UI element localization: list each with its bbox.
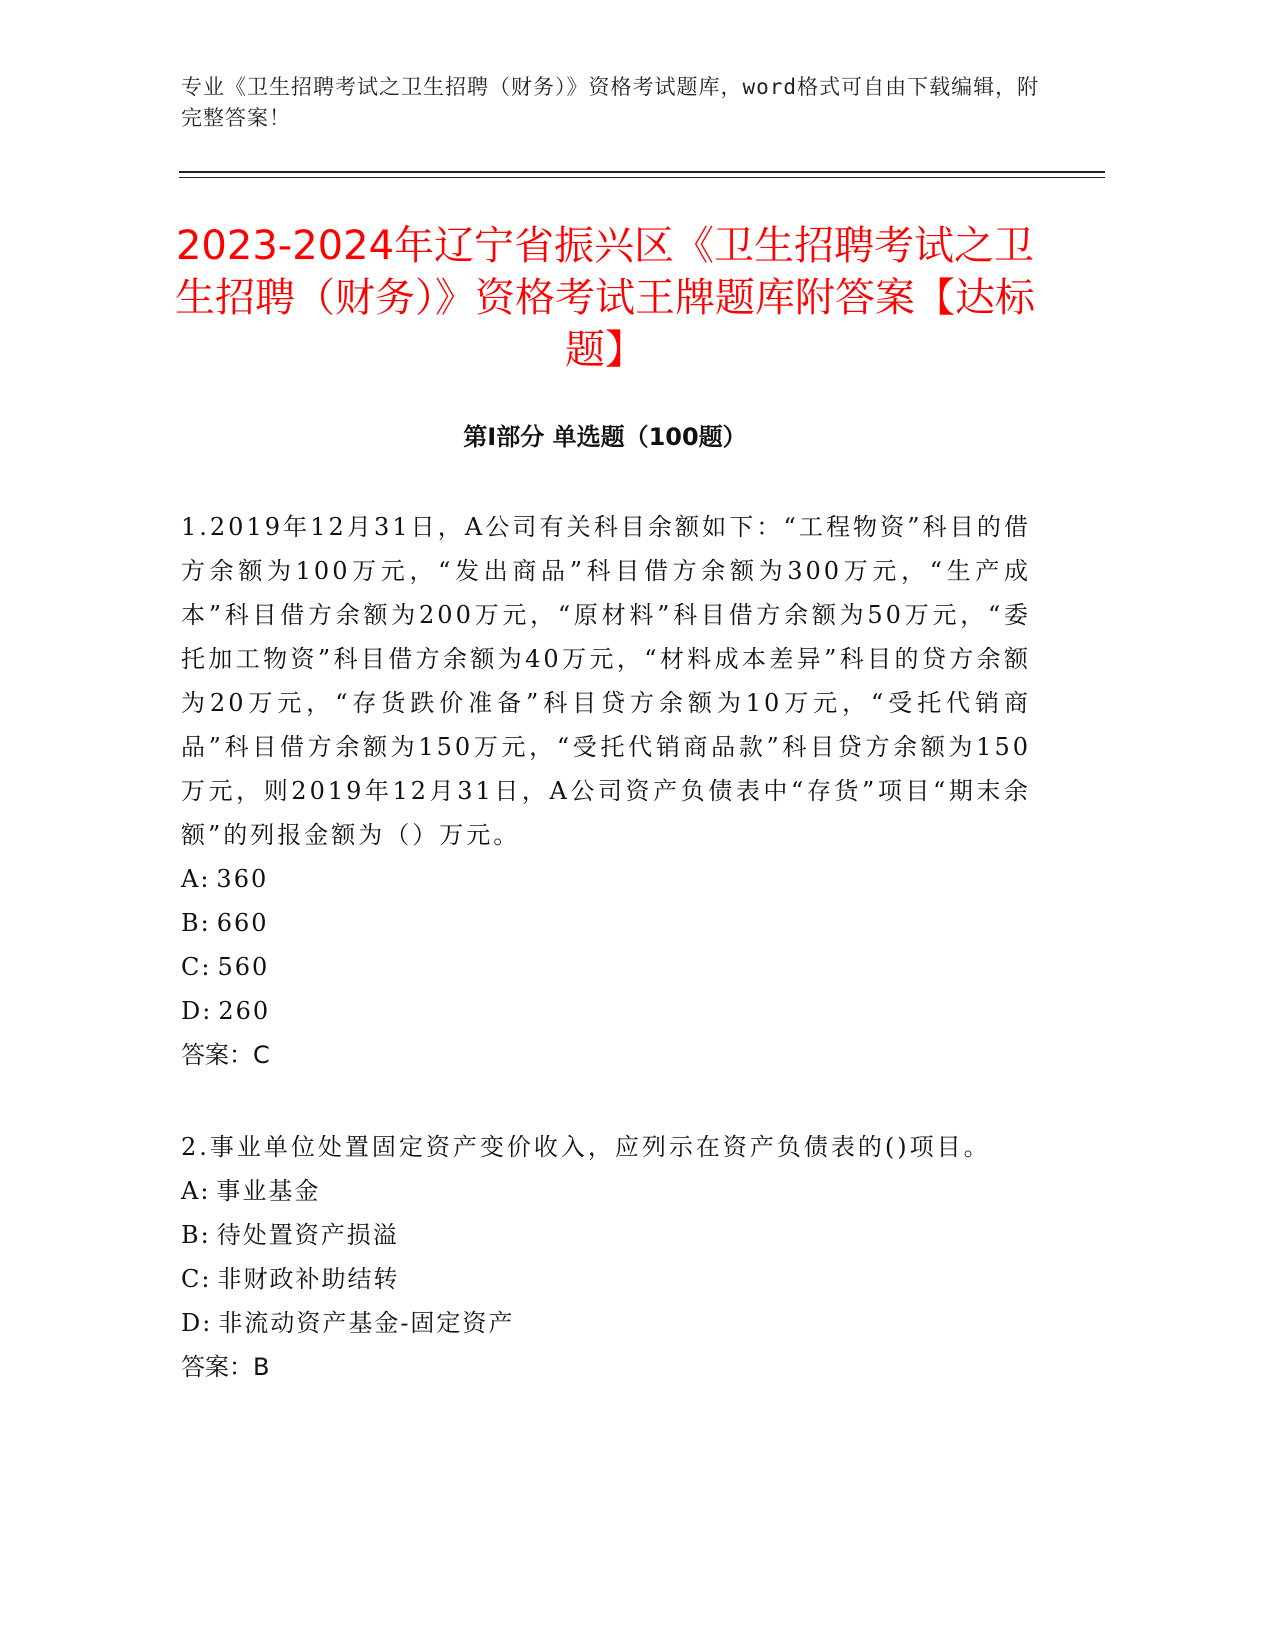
question-stem: 1.2019年12月31日，A公司有关科目余额如下：“工程物资”科目的借方余额为100万元，“发出商品”科目借方余额为300万元，“生产成本”科目借方余额为200万元，“原材料”科目借方余额为50万元，“委托加工物资”科目借方余额为40万元，“材料成本差异”科目的贷方余额为20万元，“存货跌价准备”科目贷方余额为10万元，“受托代销商品”科目借方余额为150万元，“受托代销商品款”科目贷方余额为150万元，则2019年12月31日，A公司资产负债表中“存货”项目“期末余额”的列报金额为（）万元。 bbox=[181, 513, 1031, 849]
option-text: 事业基金 bbox=[216, 1177, 321, 1205]
option-letter: C: bbox=[181, 1265, 212, 1293]
option-c bbox=[181, 1257, 1031, 1301]
answer-line: 答案：B bbox=[181, 1353, 270, 1381]
option-letter: A: bbox=[181, 865, 211, 893]
question-list bbox=[181, 505, 1031, 1437]
option-text: 260 bbox=[218, 997, 271, 1025]
option-list bbox=[181, 1169, 1031, 1345]
question-2 bbox=[181, 1125, 1031, 1389]
answer-line: 答案：C bbox=[181, 1041, 270, 1069]
option-text: 非财政补助结转 bbox=[217, 1265, 400, 1293]
header-divider-thick bbox=[179, 171, 1105, 173]
option-b bbox=[181, 901, 1031, 945]
option-text: 660 bbox=[216, 909, 269, 937]
option-text: 360 bbox=[216, 865, 269, 893]
option-a bbox=[181, 1169, 1031, 1213]
header-note: 专业《卫生招聘考试之卫生招聘（财务）》资格考试题库，word格式可自由下载编辑，附完整答案！ bbox=[181, 75, 1040, 130]
option-letter: B: bbox=[181, 1221, 211, 1249]
header-divider-thin bbox=[179, 177, 1105, 178]
option-text: 非流动资产基金-固定资产 bbox=[218, 1309, 515, 1337]
option-letter: D: bbox=[181, 997, 213, 1025]
option-letter: A: bbox=[181, 1177, 211, 1205]
question-stem: 2.事业单位处置固定资产变价收入，应列示在资产负债表的()项目。 bbox=[181, 1133, 991, 1161]
option-b bbox=[181, 1213, 1031, 1257]
section-title: 第Ⅰ部分 单选题（100题） bbox=[463, 423, 747, 451]
option-letter: B: bbox=[181, 909, 211, 937]
document-title: 2023-2024年辽宁省振兴区《卫生招聘考试之卫生招聘（财务）》资格考试王牌题库附答案【达标题】 bbox=[175, 223, 1035, 373]
option-text: 待处置资产损溢 bbox=[216, 1221, 399, 1249]
option-letter: C: bbox=[181, 953, 212, 981]
option-c bbox=[181, 945, 1031, 989]
option-d bbox=[181, 1301, 1031, 1345]
option-letter: D: bbox=[181, 1309, 213, 1337]
question-1 bbox=[181, 505, 1031, 1077]
option-d bbox=[181, 989, 1031, 1033]
option-text: 560 bbox=[217, 953, 270, 981]
option-a bbox=[181, 857, 1031, 901]
option-list bbox=[181, 857, 1031, 1033]
